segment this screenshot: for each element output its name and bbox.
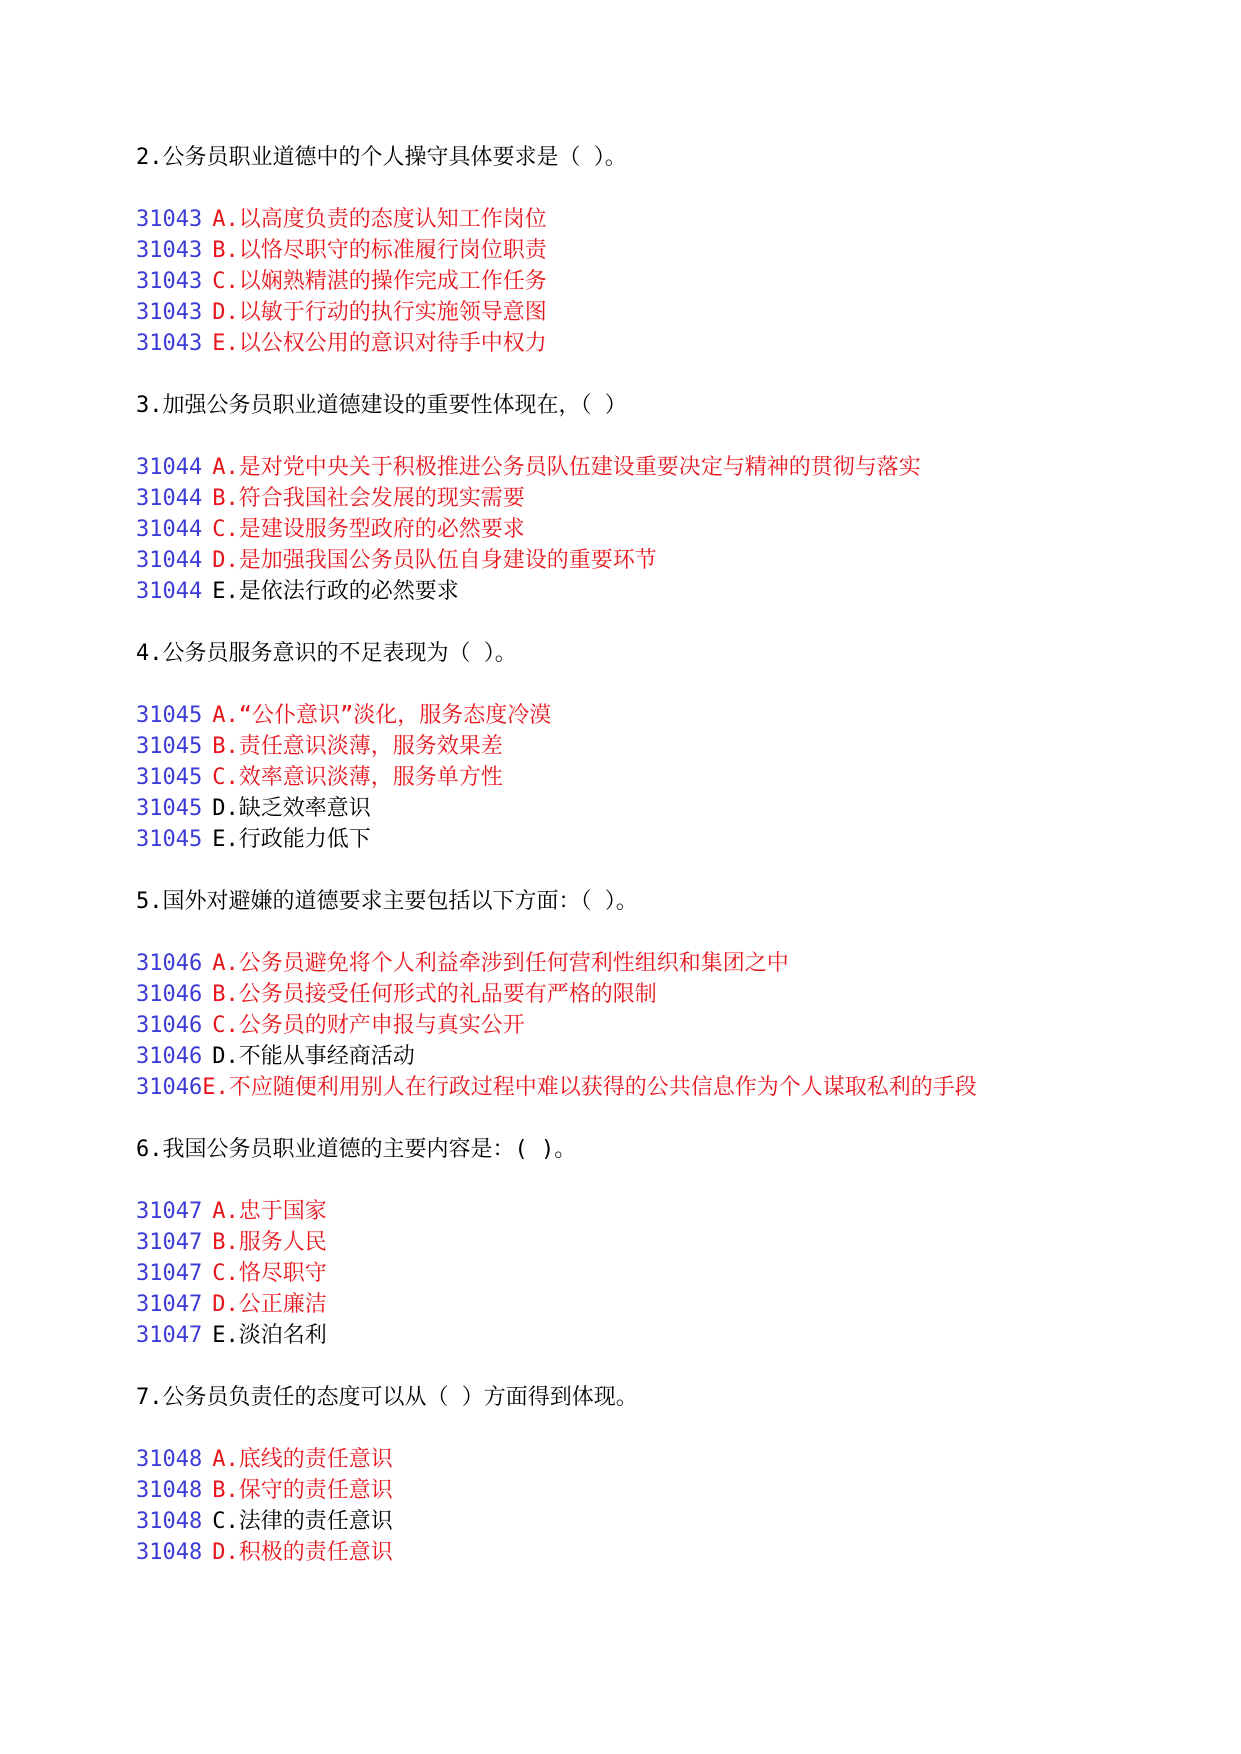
- option-row: [136, 483, 1196, 514]
- spacer: [136, 1413, 1196, 1444]
- option-code: 31045: [136, 734, 203, 759]
- question-text: 4.公务员服务意识的不足表现为（ ）。: [136, 641, 517, 666]
- option-text-marked: B.保守的责任意识: [212, 1478, 393, 1503]
- spacer: [136, 359, 1196, 390]
- question-block: [136, 638, 1196, 886]
- option-code: 31046: [136, 982, 203, 1007]
- option-row: [136, 204, 1196, 235]
- spacer: [136, 421, 1196, 452]
- option-row: [136, 979, 1196, 1010]
- spacer: [136, 1103, 1196, 1134]
- spacer: [136, 855, 1196, 886]
- question-block: [136, 886, 1196, 1134]
- option-code: 31043: [136, 331, 203, 356]
- option-code: 31044: [136, 548, 203, 573]
- option-code: 31044: [136, 579, 203, 604]
- option-code: 31043: [136, 238, 203, 263]
- option-code: 31045: [136, 703, 203, 728]
- option-row: [136, 514, 1196, 545]
- question-text: 5.国外对避嫌的道德要求主要包括以下方面：（ ）。: [136, 889, 638, 914]
- spacer: [136, 1165, 1196, 1196]
- option-code: 31046: [136, 951, 203, 976]
- option-row: [136, 452, 1196, 483]
- spacer: [136, 917, 1196, 948]
- option-row: [136, 1196, 1196, 1227]
- option-code: 31044: [136, 455, 203, 480]
- option-code: 31046: [136, 1013, 203, 1038]
- option-text-marked: D.公正廉洁: [212, 1292, 327, 1317]
- option-row: [136, 1227, 1196, 1258]
- option-text-marked: A.以高度负责的态度认知工作岗位: [212, 207, 547, 232]
- option-row: [136, 700, 1196, 731]
- option-row: [136, 1258, 1196, 1289]
- option-text-marked: C.效率意识淡薄，服务单方性: [212, 765, 503, 790]
- option-code: 31047: [136, 1323, 203, 1348]
- option-code: 31046: [136, 1075, 203, 1100]
- option-text-marked: D.积极的责任意识: [212, 1540, 393, 1565]
- option-text-marked: A.公务员避免将个人利益牵涉到任何营利性组织和集团之中: [212, 951, 789, 976]
- option-text-marked: B.服务人民: [212, 1230, 327, 1255]
- spacer: [136, 669, 1196, 700]
- option-text: C.法律的责任意识: [212, 1509, 393, 1534]
- option-code: 31047: [136, 1292, 203, 1317]
- option-text-marked: B.责任意识淡薄，服务效果差: [212, 734, 503, 759]
- question-text: 7.公务员负责任的态度可以从（ ）方面得到体现。: [136, 1385, 638, 1410]
- option-code: 31043: [136, 269, 203, 294]
- option-text-marked: C.公务员的财产申报与真实公开: [212, 1013, 525, 1038]
- option-row: [136, 235, 1196, 266]
- option-code: 31045: [136, 765, 203, 790]
- option-code: 31045: [136, 796, 203, 821]
- option-code: 31047: [136, 1230, 203, 1255]
- option-text-marked: C.以娴熟精湛的操作完成工作任务: [212, 269, 547, 294]
- option-text-marked: A.底线的责任意识: [212, 1447, 393, 1472]
- option-text-marked: B.符合我国社会发展的现实需要: [212, 486, 525, 511]
- option-code: 31044: [136, 517, 203, 542]
- option-row: [136, 1537, 1196, 1568]
- option-code: 31043: [136, 207, 203, 232]
- option-row: [136, 1010, 1196, 1041]
- option-code: 31043: [136, 300, 203, 325]
- spacer: [136, 173, 1196, 204]
- question-block: [136, 1382, 1196, 1568]
- option-code: 31045: [136, 827, 203, 852]
- option-row: [136, 731, 1196, 762]
- option-code: 31048: [136, 1540, 203, 1565]
- option-row: [136, 266, 1196, 297]
- document-page: [136, 142, 1196, 1568]
- question-block: [136, 142, 1196, 390]
- question-text: 3.加强公务员职业道德建设的重要性体现在，（ ）: [136, 393, 627, 418]
- option-row: [136, 1506, 1196, 1537]
- option-text: E.行政能力低下: [212, 827, 371, 852]
- option-row: [136, 1444, 1196, 1475]
- option-row: [136, 1289, 1196, 1320]
- option-text-marked: B.公务员接受任何形式的礼品要有严格的限制: [212, 982, 657, 1007]
- option-code: 31048: [136, 1478, 203, 1503]
- option-text: E.淡泊名利: [212, 1323, 327, 1348]
- question-text: 6.我国公务员职业道德的主要内容是：( )。: [136, 1137, 577, 1162]
- question-text: 2.公务员职业道德中的个人操守具体要求是（ ）。: [136, 145, 627, 170]
- option-code: 31047: [136, 1261, 203, 1286]
- option-row: [136, 762, 1196, 793]
- spacer: [136, 607, 1196, 638]
- option-text-marked: A.“公仆意识”淡化，服务态度冷漠: [212, 703, 552, 728]
- option-text: D.不能从事经商活动: [212, 1044, 415, 1069]
- option-text: D.缺乏效率意识: [212, 796, 371, 821]
- spacer: [136, 1351, 1196, 1382]
- option-row: [136, 328, 1196, 359]
- question-block: [136, 390, 1196, 638]
- option-text: E.是依法行政的必然要求: [212, 579, 459, 604]
- option-row: [136, 545, 1196, 576]
- option-text-marked: D.以敏于行动的执行实施领导意图: [212, 300, 547, 325]
- option-code: 31047: [136, 1199, 203, 1224]
- option-text-marked: D.是加强我国公务员队伍自身建设的重要环节: [212, 548, 657, 573]
- option-text-marked: E.以公权公用的意识对待手中权力: [212, 331, 547, 356]
- option-row: [136, 793, 1196, 824]
- option-text-marked: C.恪尽职守: [212, 1261, 327, 1286]
- option-text-marked: A.忠于国家: [212, 1199, 327, 1224]
- option-code: 31044: [136, 486, 203, 511]
- option-code: 31046: [136, 1044, 203, 1069]
- option-text-marked: A.是对党中央关于积极推进公务员队伍建设重要决定与精神的贯彻与落实: [212, 455, 921, 480]
- option-text-marked: E.不应随便利用别人在行政过程中难以获得的公共信息作为个人谋取私利的手段: [202, 1075, 977, 1100]
- option-row: [136, 824, 1196, 855]
- option-row: [136, 1320, 1196, 1351]
- option-row: [136, 297, 1196, 328]
- option-row: [136, 1475, 1196, 1506]
- option-row: [136, 576, 1196, 607]
- option-row: [136, 1072, 1196, 1103]
- option-row: [136, 948, 1196, 979]
- option-code: 31048: [136, 1447, 203, 1472]
- option-text-marked: C.是建设服务型政府的必然要求: [212, 517, 525, 542]
- option-code: 31048: [136, 1509, 203, 1534]
- option-row: [136, 1041, 1196, 1072]
- question-block: [136, 1134, 1196, 1382]
- option-text-marked: B.以恪尽职守的标准履行岗位职责: [212, 238, 547, 263]
